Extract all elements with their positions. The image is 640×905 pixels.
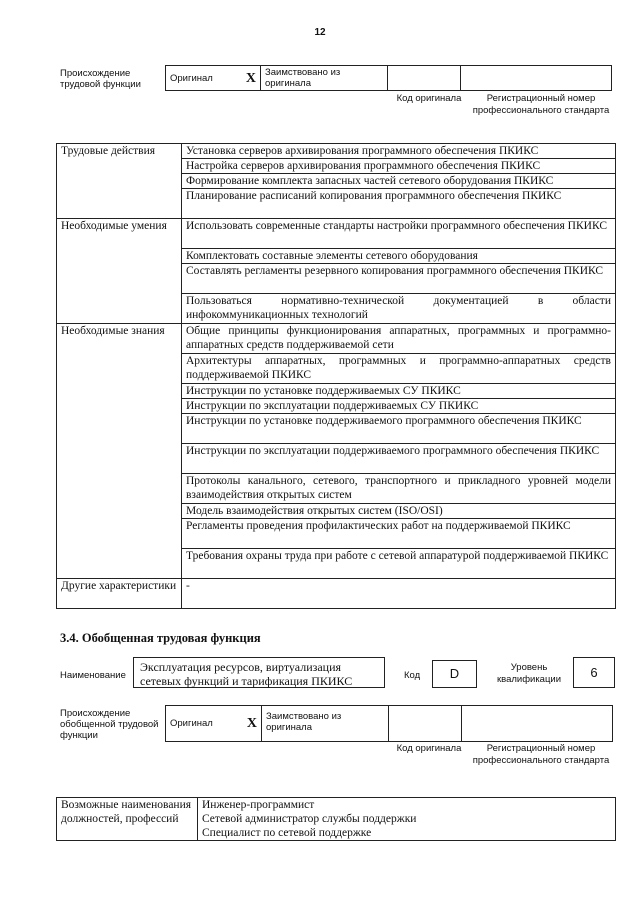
code-original-caption: Код оригинала xyxy=(396,93,462,104)
list-item: Инженер-программист xyxy=(202,799,315,811)
reg-number-cell xyxy=(461,66,612,91)
reg-number-caption: Регистрационный номер профессионального стандарта xyxy=(472,743,610,766)
positions-list xyxy=(198,798,616,841)
table-row: Составлять регламенты резервного копирования программного обеспечения ПКИКС xyxy=(182,264,616,294)
borrowed-cell: Заимствовано из оригинала xyxy=(262,706,389,742)
table-row: Настройка серверов архивирования программного обеспечения ПКИКС xyxy=(182,159,616,174)
origin-label: Происхождение трудовой функции xyxy=(60,68,141,90)
table-row: Инструкции по эксплуатации поддерживаемого программного обеспечения ПКИКС xyxy=(182,444,616,474)
labor-function-table xyxy=(56,143,616,609)
table-row: Модель взаимодействия открытых систем (ISO/OSI) xyxy=(182,504,616,519)
origin-table xyxy=(165,705,613,742)
code-label: Код xyxy=(404,670,421,681)
table-row: Использовать современные стандарты настройки программного обеспечения ПКИКС xyxy=(182,219,616,249)
table-row: - xyxy=(182,579,616,609)
table-row: Установка серверов архивирования программного обеспечения ПКИКС xyxy=(182,144,616,159)
name-label: Наименование xyxy=(60,670,126,681)
section-title: Необходимые умения xyxy=(57,219,182,324)
origin-label: Происхождение обобщенной трудовой функции xyxy=(60,708,159,741)
borrowed-cell: Заимствовано из оригинала xyxy=(261,66,388,91)
table-row: Архитектуры аппаратных, программных и программно-аппаратных средств поддерживаемой ПКИКС xyxy=(182,354,616,384)
positions-table xyxy=(56,797,616,841)
reg-number-caption: Регистрационный номер профессионального стандарта xyxy=(472,93,610,116)
table-row: Планирование расписаний копирования программного обеспечения ПКИКС xyxy=(182,189,616,219)
table-row: Инструкции по установке поддерживаемого программного обеспечения ПКИКС xyxy=(182,414,616,444)
origin-table xyxy=(165,65,612,91)
original-label: Оригинал xyxy=(170,718,213,729)
code-original-caption: Код оригинала xyxy=(396,743,462,754)
table-row: Требования охраны труда при работе с сетевой аппаратурой поддерживаемой ПКИКС xyxy=(182,549,616,579)
section-title: Трудовые действия xyxy=(57,144,182,219)
gtf-code-value: D xyxy=(432,660,477,688)
page-number: 12 xyxy=(314,27,326,38)
code-original-cell xyxy=(388,66,461,91)
table-row: Инструкции по установке поддерживаемых СУ ПКИКС xyxy=(182,384,616,399)
table-row: Общие принципы функционирования аппаратных, программных и программно-аппаратных средств поддерживаемой сети xyxy=(182,324,616,354)
gtf-level-value: 6 xyxy=(573,657,615,688)
section-heading: 3.4. Обобщенная трудовая функция xyxy=(60,631,261,645)
section-title: Другие характеристики xyxy=(57,579,182,609)
list-item: Специалист по сетевой поддержке xyxy=(202,827,372,839)
table-row: Комплектовать составные элементы сетевого оборудования xyxy=(182,249,616,264)
table-row: Формирование комплекта запасных частей сетевого оборудования ПКИКС xyxy=(182,174,616,189)
positions-label: Возможные наименования должностей, профессий xyxy=(57,798,198,841)
section-title: Необходимые знания xyxy=(57,324,182,579)
table-row: Пользоваться нормативно-технической документацией в области инфокоммуникационных технологий xyxy=(182,294,616,324)
original-mark: X xyxy=(245,70,256,86)
gtf-name-value: Эксплуатация ресурсов, виртуализация сетевых функций и тарификация ПКИКС xyxy=(133,657,385,688)
level-label: Уровень квалификации xyxy=(496,662,562,685)
reg-number-cell xyxy=(462,706,613,742)
original-label: Оригинал xyxy=(170,72,213,84)
list-item: Сетевой администратор службы поддержки xyxy=(202,813,417,825)
table-row: Протоколы канального, сетевого, транспортного и прикладного уровней модели взаимодействия открытых систем xyxy=(182,474,616,504)
table-row: Инструкции по эксплуатации поддерживаемых СУ ПКИКС xyxy=(182,399,616,414)
original-mark: X xyxy=(246,716,257,731)
table-row: Регламенты проведения профилактических работ на поддерживаемой ПКИКС xyxy=(182,519,616,549)
code-original-cell xyxy=(389,706,462,742)
original-cell xyxy=(166,706,262,742)
original-cell xyxy=(166,66,261,91)
